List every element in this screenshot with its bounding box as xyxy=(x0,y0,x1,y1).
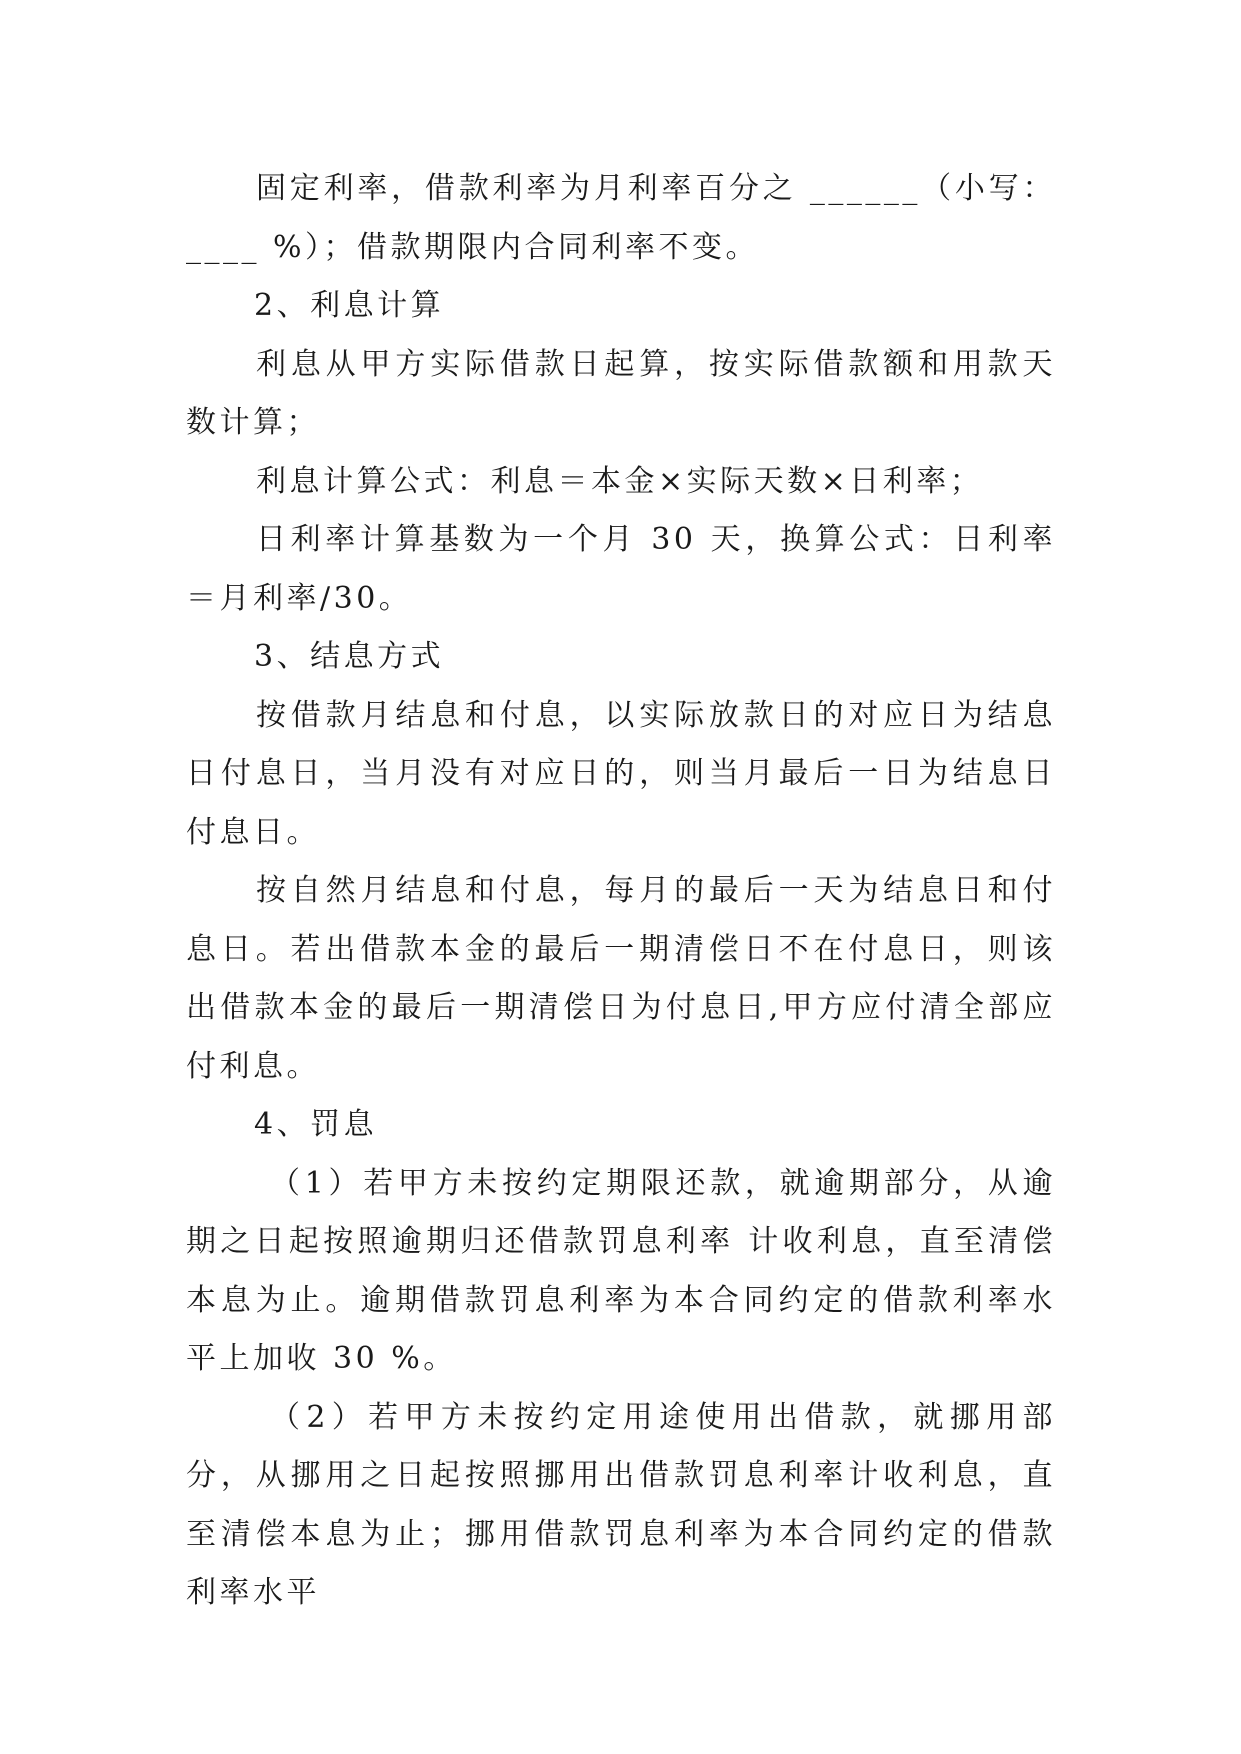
paragraph-fixed-rate: 固定利率，借款利率为月利率百分之 ______（小写：____ %）；借款期限内合同利率不变。 xyxy=(186,171,1056,265)
document-page xyxy=(186,160,1056,1623)
paragraph-daily-rate: 日利率计算基数为一个月 30 天，换算公式：日利率＝月利率/30。 xyxy=(186,522,1056,616)
paragraph-natural-month-settlement: 按自然月结息和付息，每月的最后一天为结息日和付息日。若出借款本金的最后一期清偿日不在付息日，则该出借款本金的最后一期清偿日为付息日,甲方应付清全部应付利息。 xyxy=(186,873,1056,1084)
paragraph-interest-start: 利息从甲方实际借款日起算，按实际借款额和用款天数计算； xyxy=(186,346,1056,440)
heading-interest-calculation: 2、利息计算 xyxy=(254,288,445,323)
paragraph-penalty-overdue: （1）若甲方未按约定期限还款，就逾期部分，从逾期之日起按照逾期归还借款罚息利率 计收利息，直至清偿本息为止。逾期借款罚息利率为本合同约定的借款利率水平上加收 30 %。 xyxy=(186,1165,1056,1376)
paragraph-penalty-misuse: （2）若甲方未按约定用途使用出借款，就挪用部分，从挪用之日起按照挪用出借款罚息利率计收利息，直至清偿本息为止；挪用借款罚息利率为本合同约定的借款利率水平 xyxy=(186,1399,1056,1610)
heading-penalty-interest: 4、罚息 xyxy=(254,1107,378,1142)
paragraph-monthly-settlement: 按借款月结息和付息，以实际放款日的对应日为结息日付息日，当月没有对应日的，则当月最后一日为结息日付息日。 xyxy=(186,697,1056,850)
heading-settlement-method: 3、结息方式 xyxy=(254,639,445,674)
paragraph-interest-formula: 利息计算公式：利息＝本金×实际天数×日利率； xyxy=(256,463,984,499)
